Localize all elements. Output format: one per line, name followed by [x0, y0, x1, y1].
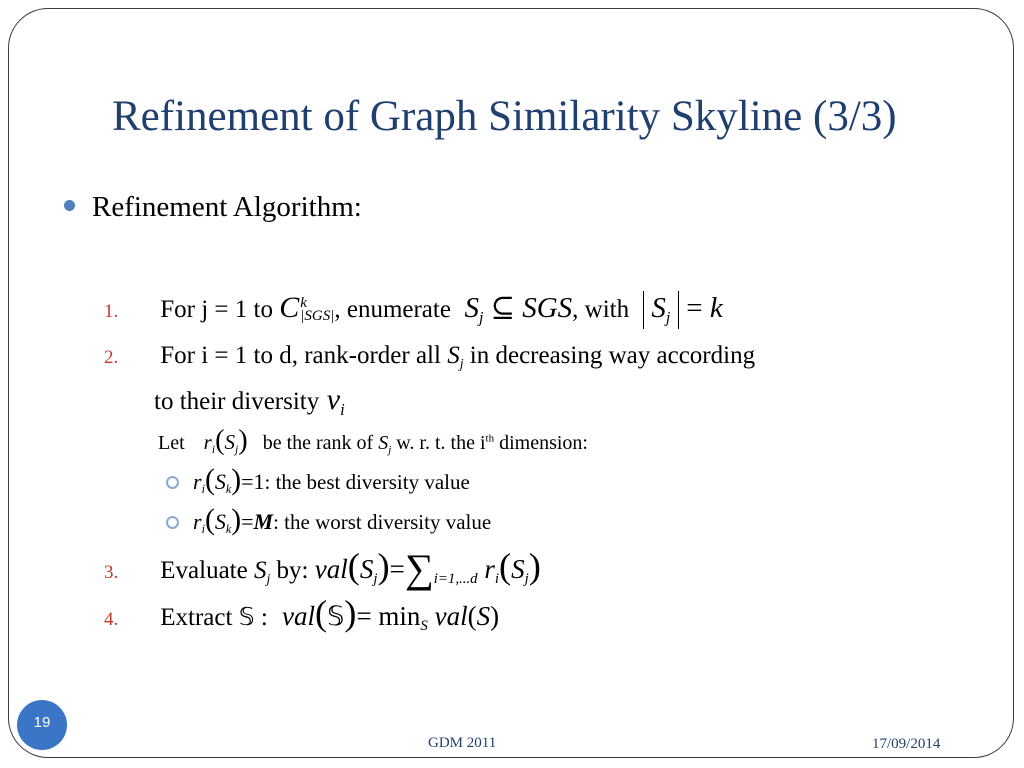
let-text-a: Let — [158, 432, 185, 454]
let-text-b: be the rank of — [262, 432, 374, 454]
item-1-text-b: , enumerate — [334, 296, 451, 323]
formula-sj: $S_j$ — [447, 342, 464, 371]
item-number: 3. — [104, 562, 119, 583]
item-2-line2-text: to their diversity — [154, 388, 320, 415]
main-bullet — [58, 191, 362, 224]
let-text-c: w. r. t. the i — [396, 432, 486, 454]
item-number: 4. — [104, 609, 119, 630]
item-1-text-a: For j = 1 to — [160, 296, 273, 323]
formula-subset: $S_j$ ⊆ SGS — [457, 292, 573, 327]
list-item-1 — [104, 290, 723, 329]
page-number-badge: 19 — [17, 700, 67, 750]
item-number: 2. — [104, 347, 119, 368]
bullet-dot-icon — [64, 200, 75, 211]
formula-set-symbol: 𝕊 — [238, 602, 255, 631]
formula-sj: $S_j$ — [378, 432, 392, 456]
item-1-text-c: , with — [572, 296, 630, 323]
let-line — [158, 425, 588, 457]
formula-val-sum: $val(S_j)=\sum_{i=1,...d}$ $r_i(S_j)$ — [314, 546, 541, 592]
list-item-4 — [104, 592, 499, 635]
formula-rank: $r_i(S_j)$ — [203, 425, 248, 457]
ring-bullet-icon — [166, 476, 179, 489]
item-2-text-b: in decreasing way according — [469, 342, 756, 369]
formula-cardinality: $S_j = k$ — [635, 292, 722, 324]
sub-item-best-text: : the best diversity value — [264, 470, 470, 494]
slide-title: Refinement of Graph Similarity Skyline (3/3) — [112, 93, 897, 140]
sub-item-worst — [166, 504, 491, 537]
formula-nu: $\nu_i$ — [319, 383, 345, 419]
footer-date: 17/09/2014 — [872, 736, 941, 752]
list-item-2-line2 — [154, 383, 345, 420]
item-4-text-a: Extract — [160, 604, 233, 631]
footer-conference: GDM 2011 — [428, 735, 497, 751]
formula-worst: $r_i(S_k)=M$ — [193, 504, 274, 537]
list-item-2 — [104, 342, 755, 372]
item-3-text-a: Evaluate — [160, 557, 248, 584]
item-2-text-a: For i = 1 to d, rank-order all — [160, 342, 441, 369]
formula-sj: $S_j$ — [253, 557, 271, 586]
main-bullet-text: Refinement Algorithm: — [92, 191, 362, 223]
item-4-text-b: : — [260, 604, 268, 631]
formula-binomial: C k |SGS| — [279, 291, 335, 325]
ring-bullet-icon — [166, 516, 179, 529]
formula-best: $r_i(S_k)=1$ — [193, 464, 265, 497]
formula-val-min: val(𝕊)= $\min_S val(S)$ — [282, 593, 500, 635]
sub-item-worst-text: : the worst diversity value — [273, 510, 492, 534]
list-item-3 — [104, 545, 541, 592]
let-sup: th — [485, 432, 495, 445]
sub-item-best — [166, 464, 470, 497]
let-text-d: dimension: — [499, 432, 588, 454]
item-number: 1. — [104, 301, 119, 322]
item-3-text-b: by: — [276, 557, 309, 584]
